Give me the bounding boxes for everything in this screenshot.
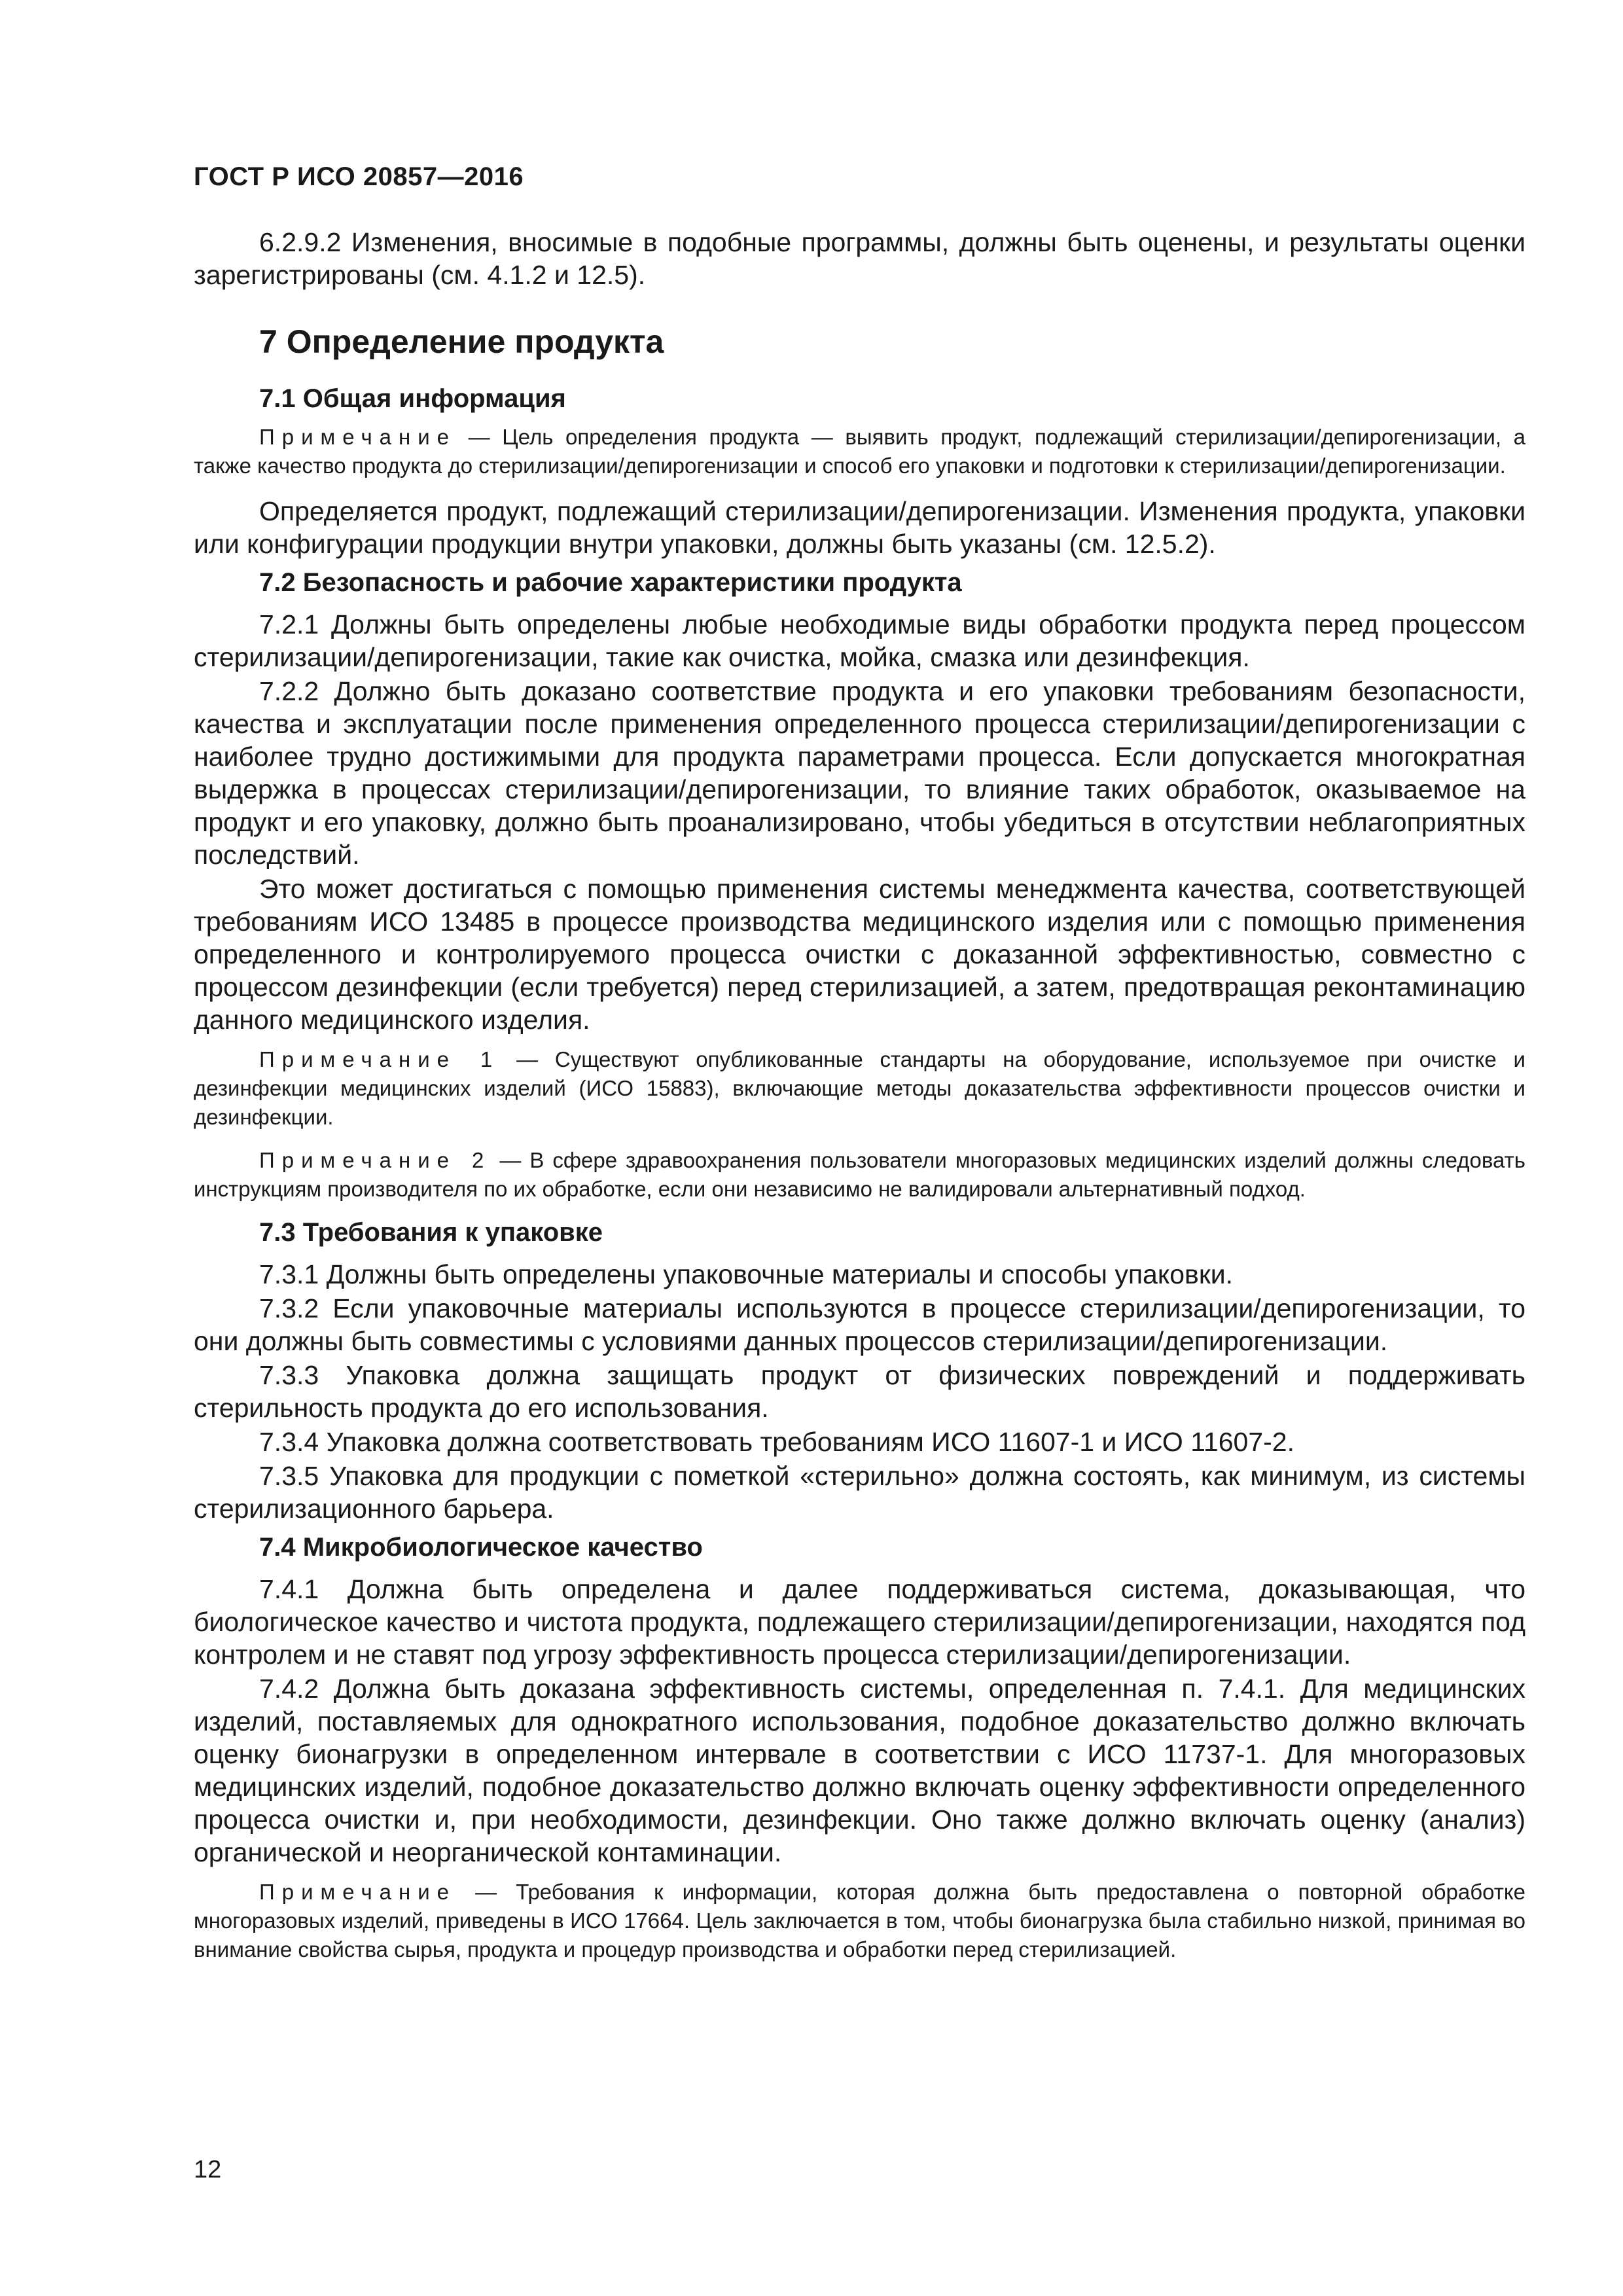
- paragraph-7-2-2: 7.2.2 Должно быть доказано соответствие продукта и его упаковки требованиям безопасности, качества и эксплуатации после применения определенного процесса стерилизации/депирогенизации с наиболее трудно достижимыми для продукта параметрами процесса. Если допускается многократная выдержка в процессах стерилизации/депирогенизации, то влияние таких обработок, оказываемое на продукт и его упаковку, должно быть проанализировано, чтобы убедиться в отсутствии неблагоприятных последствий.: [194, 676, 1525, 870]
- paragraph-7-4-2: 7.4.2 Должна быть доказана эффективность системы, определенная п. 7.4.1. Для медицинских изделий, поставляемых для однократного использования, подобное доказательство должно включать оценку бионагрузки в определенном интервале в соответствии с ИСО 11737-1. Для многоразовых медицинских изделий, подобное доказательство должно включать оценку эффективности определенного процесса очистки и, при необходимости, дезинфекции. Оно также должно включать оценку (анализ) органической и неорганической контаминации.: [194, 1674, 1525, 1867]
- note-7-2-1: [194, 1045, 1525, 1132]
- document-body: [194, 226, 1525, 1979]
- subsection-heading-7-3: 7.3 Требования к упаковке: [259, 1218, 603, 1247]
- subsection-heading-7-1: 7.1 Общая информация: [259, 384, 566, 413]
- paragraph-6-2-9-2: 6.2.9.2 Изменения, вносимые в подобные программы, должны быть оценены, и результаты оценки зарегистрированы (см. 4.1.2 и 12.5).: [194, 227, 1525, 290]
- paragraph-7-3-5: 7.3.5 Упаковка для продукции с пометкой «стерильно» должна состоять, как минимум, из системы стерилизационного барьера.: [194, 1461, 1525, 1524]
- note-label: Примечание 2: [259, 1148, 491, 1172]
- subsection-heading-7-2: 7.2 Безопасность и рабочие характеристики продукта: [259, 568, 962, 597]
- note-7-4: [194, 1878, 1525, 1964]
- subsection-heading-7-4: 7.4 Микробиологическое качество: [259, 1533, 703, 1562]
- note-7-1: [194, 423, 1525, 480]
- paragraph-7-3-1: 7.3.1 Должны быть определены упаковочные материалы и способы упаковки.: [259, 1259, 1234, 1289]
- note-text: — Существуют опубликованные стандарты на оборудование, используемое при очистке и дезинфекции медицинских изделий (ИСО 15883), включающие методы доказательства эффективности процессов очистки и дезинфекции.: [194, 1047, 1525, 1129]
- paragraph-7-2-2-continued: Это может достигаться с помощью применения системы менеджмента качества, соответствующей требованиям ИСО 13485 в процессе производства медицинского изделия или с помощью применения определенного и контролируемого процесса очистки с доказанной эффективностью, совместно с процессом дезинфекции (если требуется) перед стерилизацией, а затем, предотвращая реконтаминацию данного медицинского изделия.: [194, 874, 1525, 1035]
- note-label: Примечание: [259, 425, 457, 449]
- note-7-2-2: [194, 1146, 1525, 1204]
- section-heading-7: 7 Определение продукта: [259, 323, 664, 360]
- document-header: ГОСТ Р ИСО 20857—2016: [194, 162, 524, 191]
- paragraph-7-4-1: 7.4.1 Должна быть определена и далее поддерживаться система, доказывающая, что биологическое качество и чистота продукта, подлежащего стерилизации/депирогенизации, находятся под контролем и не ставят под угрозу эффективность процесса стерилизации/депирогенизации.: [194, 1574, 1525, 1670]
- note-text: — В сфере здравоохранения пользователи многоразовых медицинских изделий должны следовать инструкциям производителя по их обработке, если они независимо не валидировали альтернативный подход.: [194, 1148, 1525, 1201]
- note-text: — Требования к информации, которая должна быть предоставлена о повторной обработке многоразовых изделий, приведены в ИСО 17664. Цель заключается в том, чтобы бионагрузка была стабильно низкой, принимая во внимание свойства сырья, продукта и процедур производства и обработки перед стерилизацией.: [194, 1880, 1525, 1962]
- paragraph-7-1: Определяется продукт, подлежащий стерилизации/депирогенизации. Изменения продукта, упаковки или конфигурации продукции внутри упаковки, должны быть указаны (см. 12.5.2).: [194, 496, 1525, 559]
- paragraph-7-3-3: 7.3.3 Упаковка должна защищать продукт от физических повреждений и поддерживать стерильность продукта до его использования.: [194, 1360, 1525, 1423]
- note-label: Примечание: [259, 1880, 457, 1904]
- note-text: — Цель определения продукта — выявить продукт, подлежащий стерилизации/депирогенизации, а также качество продукта до стерилизации/депирогенизации и способ его упаковки и подготовки к стерилизации/депирогенизации.: [194, 425, 1525, 478]
- note-label: Примечание 1: [259, 1047, 500, 1071]
- paragraph-7-3-2: 7.3.2 Если упаковочные материалы используются в процессе стерилизации/депирогенизации, то они должны быть совместимы с условиями данных процессов стерилизации/депирогенизации.: [194, 1293, 1525, 1356]
- paragraph-7-2-1: 7.2.1 Должны быть определены любые необходимые виды обработки продукта перед процессом стерилизации/депирогенизации, такие как очистка, мойка, смазка или дезинфекция.: [194, 609, 1525, 672]
- page-number: 12: [194, 2156, 222, 2183]
- paragraph-7-3-4: 7.3.4 Упаковка должна соответствовать требованиям ИСО 11607-1 и ИСО 11607-2.: [259, 1427, 1294, 1457]
